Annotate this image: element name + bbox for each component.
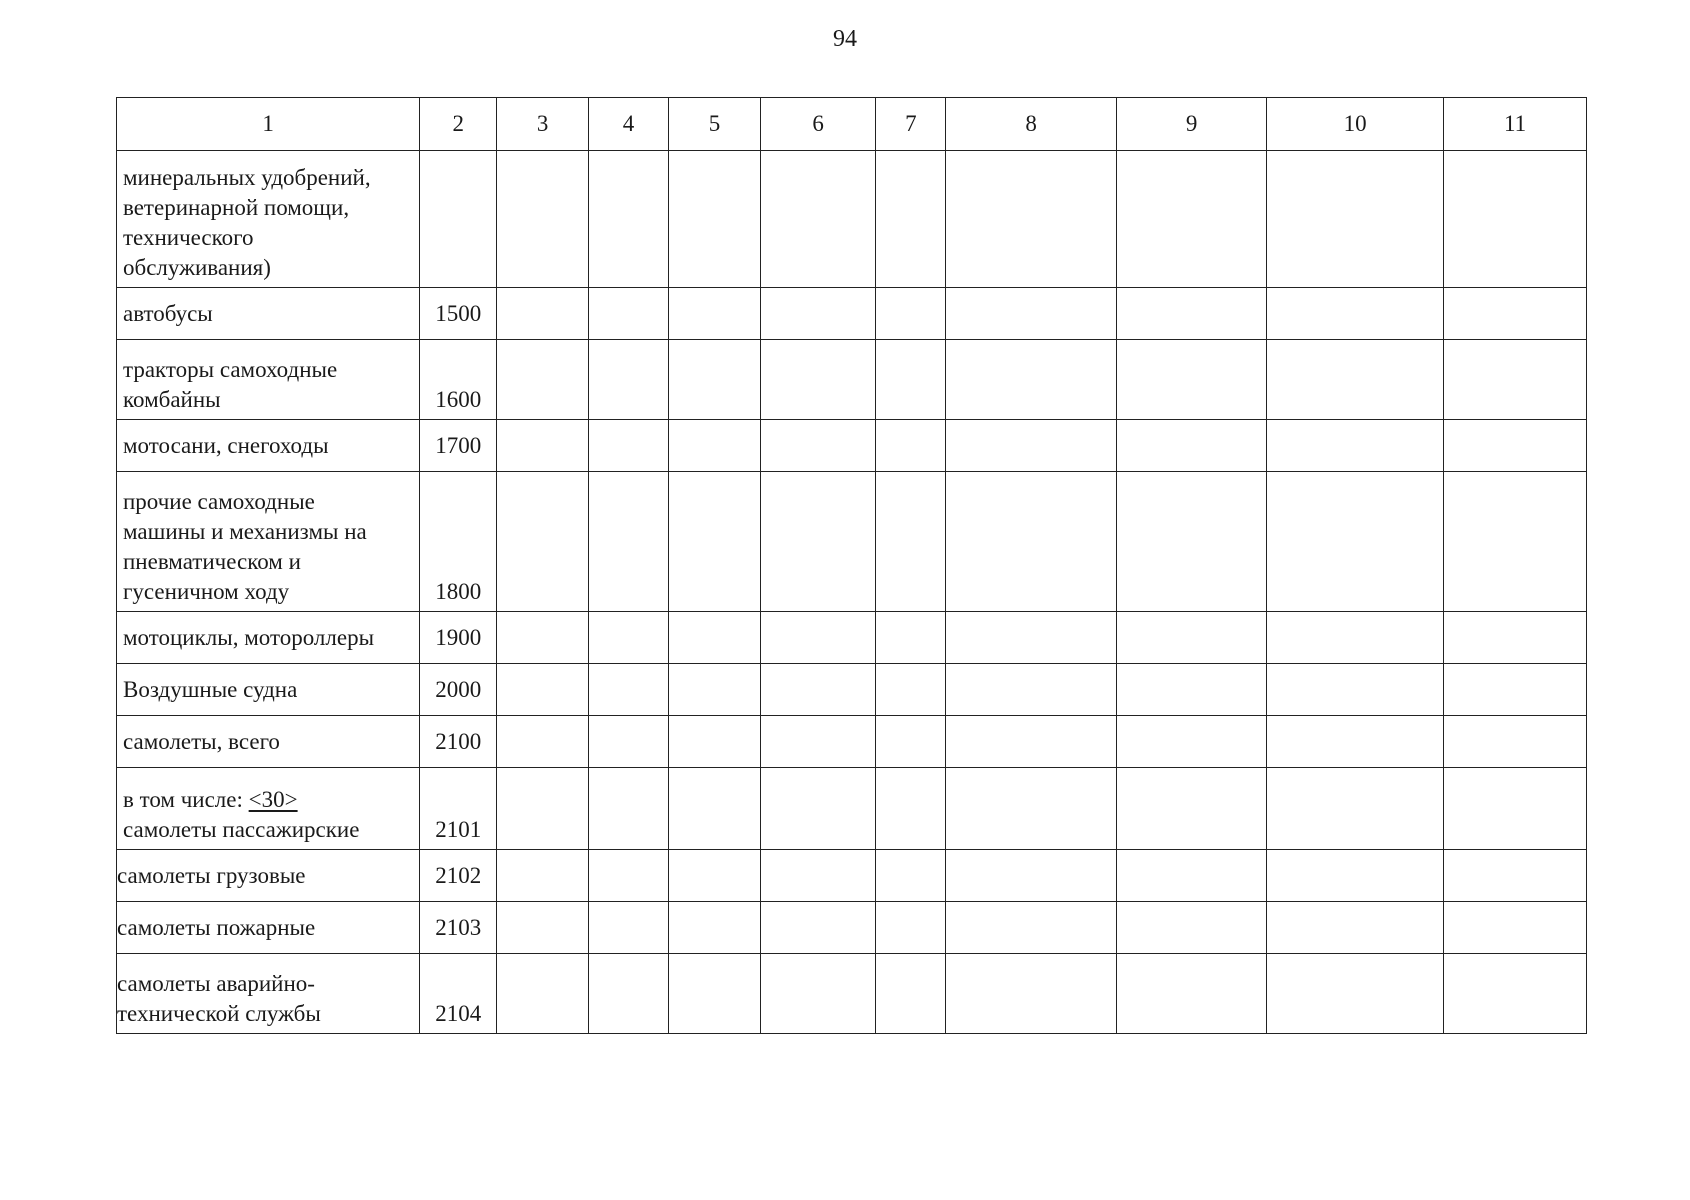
table-cell <box>946 472 1117 612</box>
column-header: 10 <box>1267 98 1444 151</box>
row-label <box>117 472 420 612</box>
table-cell <box>497 612 589 664</box>
row-label-line: самолеты пассажирские <box>123 817 360 842</box>
table-cell <box>760 902 876 954</box>
table-cell <box>1444 902 1587 954</box>
table-cell <box>588 716 668 768</box>
table-cell <box>588 954 668 1034</box>
table-cell <box>497 288 589 340</box>
table-cell <box>876 768 946 850</box>
table-cell <box>1444 954 1587 1034</box>
page-number: 94 <box>833 26 857 52</box>
row-code: 2100 <box>420 716 497 768</box>
table-cell <box>497 850 589 902</box>
table-cell <box>1267 151 1444 288</box>
table-cell <box>497 954 589 1034</box>
table-cell <box>760 472 876 612</box>
table-cell <box>760 288 876 340</box>
table-row <box>117 902 1587 954</box>
table-cell <box>1117 902 1267 954</box>
table-cell <box>1444 340 1587 420</box>
table-cell <box>876 288 946 340</box>
table-cell <box>669 472 761 612</box>
table-cell <box>760 664 876 716</box>
table-cell <box>1267 850 1444 902</box>
table-cell <box>1444 612 1587 664</box>
column-header: 1 <box>117 98 420 151</box>
row-label: мотосани, снегоходы <box>117 420 420 472</box>
table-cell <box>946 420 1117 472</box>
table-row <box>117 716 1587 768</box>
table-cell <box>760 768 876 850</box>
table-cell <box>588 902 668 954</box>
column-header: 3 <box>497 98 589 151</box>
row-label-line: технической службы <box>117 1001 321 1026</box>
table-cell <box>588 420 668 472</box>
column-header: 6 <box>760 98 876 151</box>
table-cell <box>1444 420 1587 472</box>
table-cell <box>1117 768 1267 850</box>
table-cell <box>1117 850 1267 902</box>
row-label-line: минеральных удобрений, <box>123 165 371 190</box>
table-cell <box>1117 340 1267 420</box>
table-cell <box>1267 288 1444 340</box>
column-header: 11 <box>1444 98 1587 151</box>
table-cell <box>946 954 1117 1034</box>
table-row <box>117 288 1587 340</box>
row-label: мотоциклы, мотороллеры <box>117 612 420 664</box>
table-cell <box>1267 954 1444 1034</box>
row-label <box>117 954 420 1034</box>
table-cell <box>946 664 1117 716</box>
table-cell <box>876 340 946 420</box>
table-cell <box>1267 716 1444 768</box>
header-row <box>117 98 1587 151</box>
table-cell <box>669 716 761 768</box>
table-cell <box>946 612 1117 664</box>
table-cell <box>760 612 876 664</box>
table-cell <box>588 340 668 420</box>
table-cell <box>588 151 668 288</box>
table-cell <box>760 716 876 768</box>
table-row <box>117 151 1587 288</box>
table-cell <box>946 151 1117 288</box>
table-row <box>117 472 1587 612</box>
table-cell <box>1267 612 1444 664</box>
table-cell <box>1444 472 1587 612</box>
table-cell <box>588 288 668 340</box>
table-cell <box>1444 151 1587 288</box>
table-cell <box>669 288 761 340</box>
table-cell <box>876 716 946 768</box>
table-cell <box>760 954 876 1034</box>
table-cell <box>1267 768 1444 850</box>
column-header: 8 <box>946 98 1117 151</box>
table-cell <box>669 954 761 1034</box>
table-cell <box>876 472 946 612</box>
table-cell <box>1117 716 1267 768</box>
row-code: 1800 <box>420 472 497 612</box>
table-cell <box>946 902 1117 954</box>
row-code: 1600 <box>420 340 497 420</box>
table-cell <box>1444 768 1587 850</box>
table-cell <box>876 612 946 664</box>
table-cell <box>946 716 1117 768</box>
table-cell <box>497 420 589 472</box>
row-label: самолеты, всего <box>117 716 420 768</box>
table-cell <box>497 902 589 954</box>
row-label-line: тракторы самоходные <box>123 357 338 382</box>
table-cell <box>497 664 589 716</box>
row-code: 1900 <box>420 612 497 664</box>
table-cell <box>1117 472 1267 612</box>
table-row <box>117 664 1587 716</box>
table-cell <box>1117 420 1267 472</box>
table-cell <box>876 420 946 472</box>
table-cell <box>669 664 761 716</box>
table-cell <box>588 472 668 612</box>
table-cell <box>497 151 589 288</box>
table-cell <box>669 768 761 850</box>
row-label-line: прочие самоходные <box>123 489 315 514</box>
row-label <box>117 151 420 288</box>
table-row <box>117 850 1587 902</box>
row-label-line: пневматическом и <box>123 549 301 574</box>
table-cell <box>946 340 1117 420</box>
row-code: 2103 <box>420 902 497 954</box>
table-cell <box>1267 472 1444 612</box>
table-cell <box>497 716 589 768</box>
table-cell <box>760 850 876 902</box>
row-label-line: гусеничном ходу <box>123 579 290 604</box>
table-cell <box>497 340 589 420</box>
row-label <box>117 768 420 850</box>
table-cell <box>669 902 761 954</box>
column-header: 9 <box>1117 98 1267 151</box>
table-cell <box>1444 288 1587 340</box>
table-cell <box>1267 902 1444 954</box>
table-cell <box>876 954 946 1034</box>
table-row <box>117 340 1587 420</box>
row-label-line: самолеты аварийно- <box>117 971 315 996</box>
row-code: 1500 <box>420 288 497 340</box>
row-label: самолеты грузовые <box>117 850 420 902</box>
table-cell <box>588 768 668 850</box>
row-code: 2000 <box>420 664 497 716</box>
row-label-prefix: в том числе: <box>123 787 249 812</box>
column-header: 7 <box>876 98 946 151</box>
table-row <box>117 420 1587 472</box>
table-cell <box>669 340 761 420</box>
table-cell <box>1267 664 1444 716</box>
table-cell <box>1117 612 1267 664</box>
table-cell <box>1117 954 1267 1034</box>
table-cell <box>1267 340 1444 420</box>
table-cell <box>876 850 946 902</box>
table-cell <box>760 420 876 472</box>
table-cell <box>588 664 668 716</box>
table-cell <box>946 850 1117 902</box>
table-cell <box>1117 664 1267 716</box>
table-row <box>117 954 1587 1034</box>
row-label <box>117 340 420 420</box>
table-cell <box>946 288 1117 340</box>
footnote-reference: <30> <box>248 787 298 812</box>
table-cell <box>1444 664 1587 716</box>
table-cell <box>669 420 761 472</box>
table-cell <box>1444 716 1587 768</box>
column-header: 5 <box>669 98 761 151</box>
column-header: 4 <box>588 98 668 151</box>
table-cell <box>946 768 1117 850</box>
table-row <box>117 612 1587 664</box>
table-cell <box>669 612 761 664</box>
row-code: 2101 <box>420 768 497 850</box>
table-cell <box>497 472 589 612</box>
report-table <box>116 97 1587 1034</box>
table-cell <box>497 768 589 850</box>
table-cell <box>669 850 761 902</box>
table-cell <box>1267 420 1444 472</box>
row-label: автобусы <box>117 288 420 340</box>
row-code: 2102 <box>420 850 497 902</box>
row-label: Воздушные судна <box>117 664 420 716</box>
row-label: самолеты пожарные <box>117 902 420 954</box>
row-label-line: машины и механизмы на <box>123 519 367 544</box>
table-cell <box>876 151 946 288</box>
table-cell <box>1444 850 1587 902</box>
table-cell <box>669 151 761 288</box>
row-code <box>420 151 497 288</box>
table-cell <box>588 612 668 664</box>
row-code: 2104 <box>420 954 497 1034</box>
table-cell <box>1117 288 1267 340</box>
row-label-line: технического <box>123 225 254 250</box>
table-cell <box>876 664 946 716</box>
table-row <box>117 768 1587 850</box>
table-cell <box>876 902 946 954</box>
row-label-line: обслуживания) <box>123 255 271 280</box>
table-cell <box>760 151 876 288</box>
row-code: 1700 <box>420 420 497 472</box>
column-header: 2 <box>420 98 497 151</box>
table-cell <box>588 850 668 902</box>
row-label-line <box>123 785 413 815</box>
row-label-line: комбайны <box>123 387 221 412</box>
table-cell <box>1117 151 1267 288</box>
row-label-line: ветеринарной помощи, <box>123 195 350 220</box>
table-cell <box>760 340 876 420</box>
